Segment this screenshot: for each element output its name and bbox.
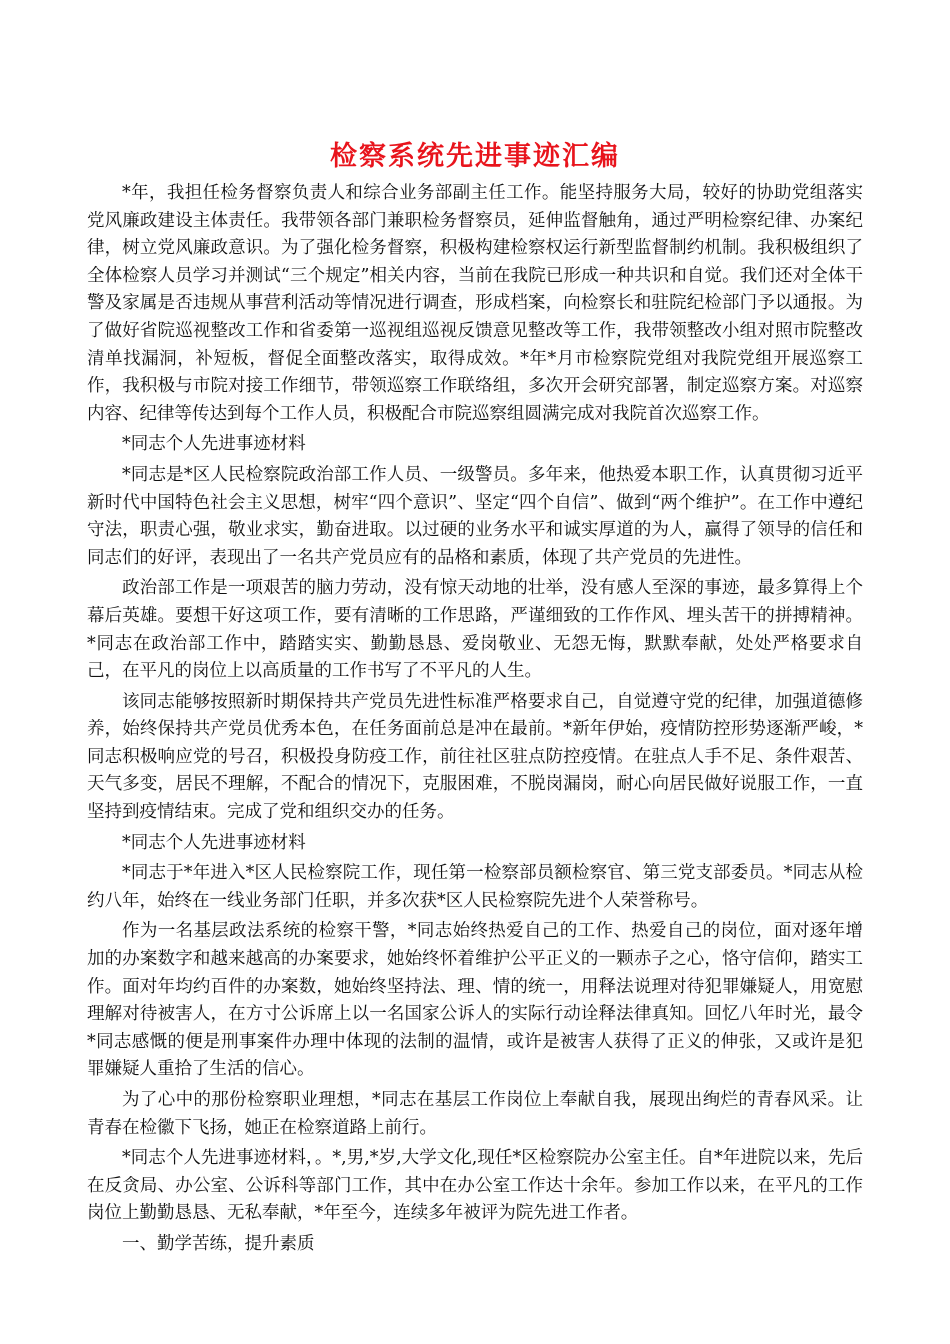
document-title: 检察系统先进事迹汇编 <box>330 141 620 172</box>
paragraph-epidemic-prevention: 该同志能够按照新时期保持共产党员先进性标准严格要求自己，自觉遵守党的纪律，加强道德修养，始终保持共产党员优秀本色，在任务面前总是冲在最前。*新年伊始，疫情防控形势逐渐严峻，*同志积极响应党的号召，积极投身防疫工作，前往社区驻点防控疫情。在驻点人手不足、条件艰苦、天气多变，居民不理解，不配合的情况下，克服困难，不脱岗漏岗，耐心向居民做好说服工作，一直坚持到疫情结束。完成了党和组织交办的任务。 <box>87 691 863 823</box>
paragraph-prosecutor-intro: *同志于*年进入*区人民检察院工作，现任第一检察部员额检察官、第三党支部委员。*同志从检约八年，始终在一线业务部门任职，并多次获*区人民检察院先进个人荣誉称号。 <box>87 863 863 911</box>
section-heading-personal-deeds-2: *同志个人先进事迹材料 <box>122 832 306 853</box>
paragraph-inspection-work: *年，我担任检务督察负责人和综合业务部副主任工作。能坚持服务大局，较好的协助党组落实党风廉政建设主体责任。我带领各部门兼职检务督察员，延伸监督触角，通过严明检察纪律、办案纪律，树立党风廉政意识。为了强化检务督察，积极构建检察权运行新型监督制约机制。我积极组织了全体检察人员学习并测试“三个规定”相关内容，当前在我院已形成一种共识和自觉。我们还对全体干警及家属是否违规从事营利活动等情况进行调查，形成档案，向检察长和驻院纪检部门予以通报。为了做好省院巡视整改工作和省委第一巡视组巡视反馈意见整改等工作，我带领整改小组对照市院整改清单找漏洞，补短板，督促全面整改落实，取得成效。*年*月市检察院党组对我院党组开展巡察工作，我积极与市院对接工作细节，带领巡察工作联络组，多次开会研究部署，制定巡察方案。对巡察内容、纪律等传达到每个工作人员，积极配合市院巡察组圆满完成对我院首次巡察工作。 <box>87 183 863 424</box>
document-page <box>87 138 863 1262</box>
paragraph-prosecutor-ideal: 为了心中的那份检察职业理想，*同志在基层工作岗位上奉献自我，展现出绚烂的青春风采。让青春在检徽下飞扬，她正在检察道路上前行。 <box>87 1090 863 1138</box>
section-heading-personal-deeds-1: *同志个人先进事迹材料 <box>122 434 306 455</box>
paragraph-office-director: *同志个人先进事迹材料，。*,男,*岁,大学文化,现任*区检察院办公室主任。自*年进院以来，先后在反贪局、办公室、公诉科等部门工作，其中在办公室工作达十余年。参加工作以来，在平凡的工作岗位上勤勤恳恳、无私奉献，*年至今，连续多年被评为院先进工作者。 <box>87 1148 863 1224</box>
paragraph-political-dept-intro: *同志是*区人民检察院政治部工作人员、一级警员。多年来，他热爱本职工作，认真贯彻习近平新时代中国特色社会主义思想，树牢“四个意识”、坚定“四个自信”、做到“两个维护”。在工作中遵纪守法，职责心强，敬业求实，勤奋进取。以过硬的业务水平和诚实厚道的为人，赢得了领导的信任和同志们的好评，表现出了一名共产党员应有的品格和素质，体现了共产党员的先进性。 <box>87 464 863 568</box>
section-heading-study-hard: 一、勤学苦练，提升素质 <box>122 1233 315 1254</box>
paragraph-prosecutor-work: 作为一名基层政法系统的检察干警，*同志始终热爱自己的工作、热爱自己的岗位，面对逐年增加的办案数字和越来越高的办案要求，她始终怀着维护公平正义的一颗赤子之心，恪守信仰，踏实工作。面对年均约百件的办案数，她始终坚持法、理、情的统一，用释法说理对待犯罪嫌疑人，用宽慰理解对待被害人，在方寸公诉席上以一名国家公诉人的实际行动诠释法律真知。回忆八年时光，最令*同志感慨的便是刑事案件办理中体现的法制的温情，或许是被害人获得了正义的伸张，又或许是犯罪嫌疑人重拾了生活的信心。 <box>87 921 863 1080</box>
paragraph-political-dept-work: 政治部工作是一项艰苦的脑力劳动，没有惊天动地的壮举，没有感人至深的事迹，最多算得上个幕后英雄。要想干好这项工作，要有清晰的工作思路，严谨细致的工作作风、埋头苦干的拼搏精神。*同志在政治部工作中，踏踏实实、勤勤恳恳、爱岗敬业、无怨无悔，默默奉献，处处严格要求自己，在平凡的岗位上以高质量的工作书写了不平凡的人生。 <box>87 578 863 682</box>
